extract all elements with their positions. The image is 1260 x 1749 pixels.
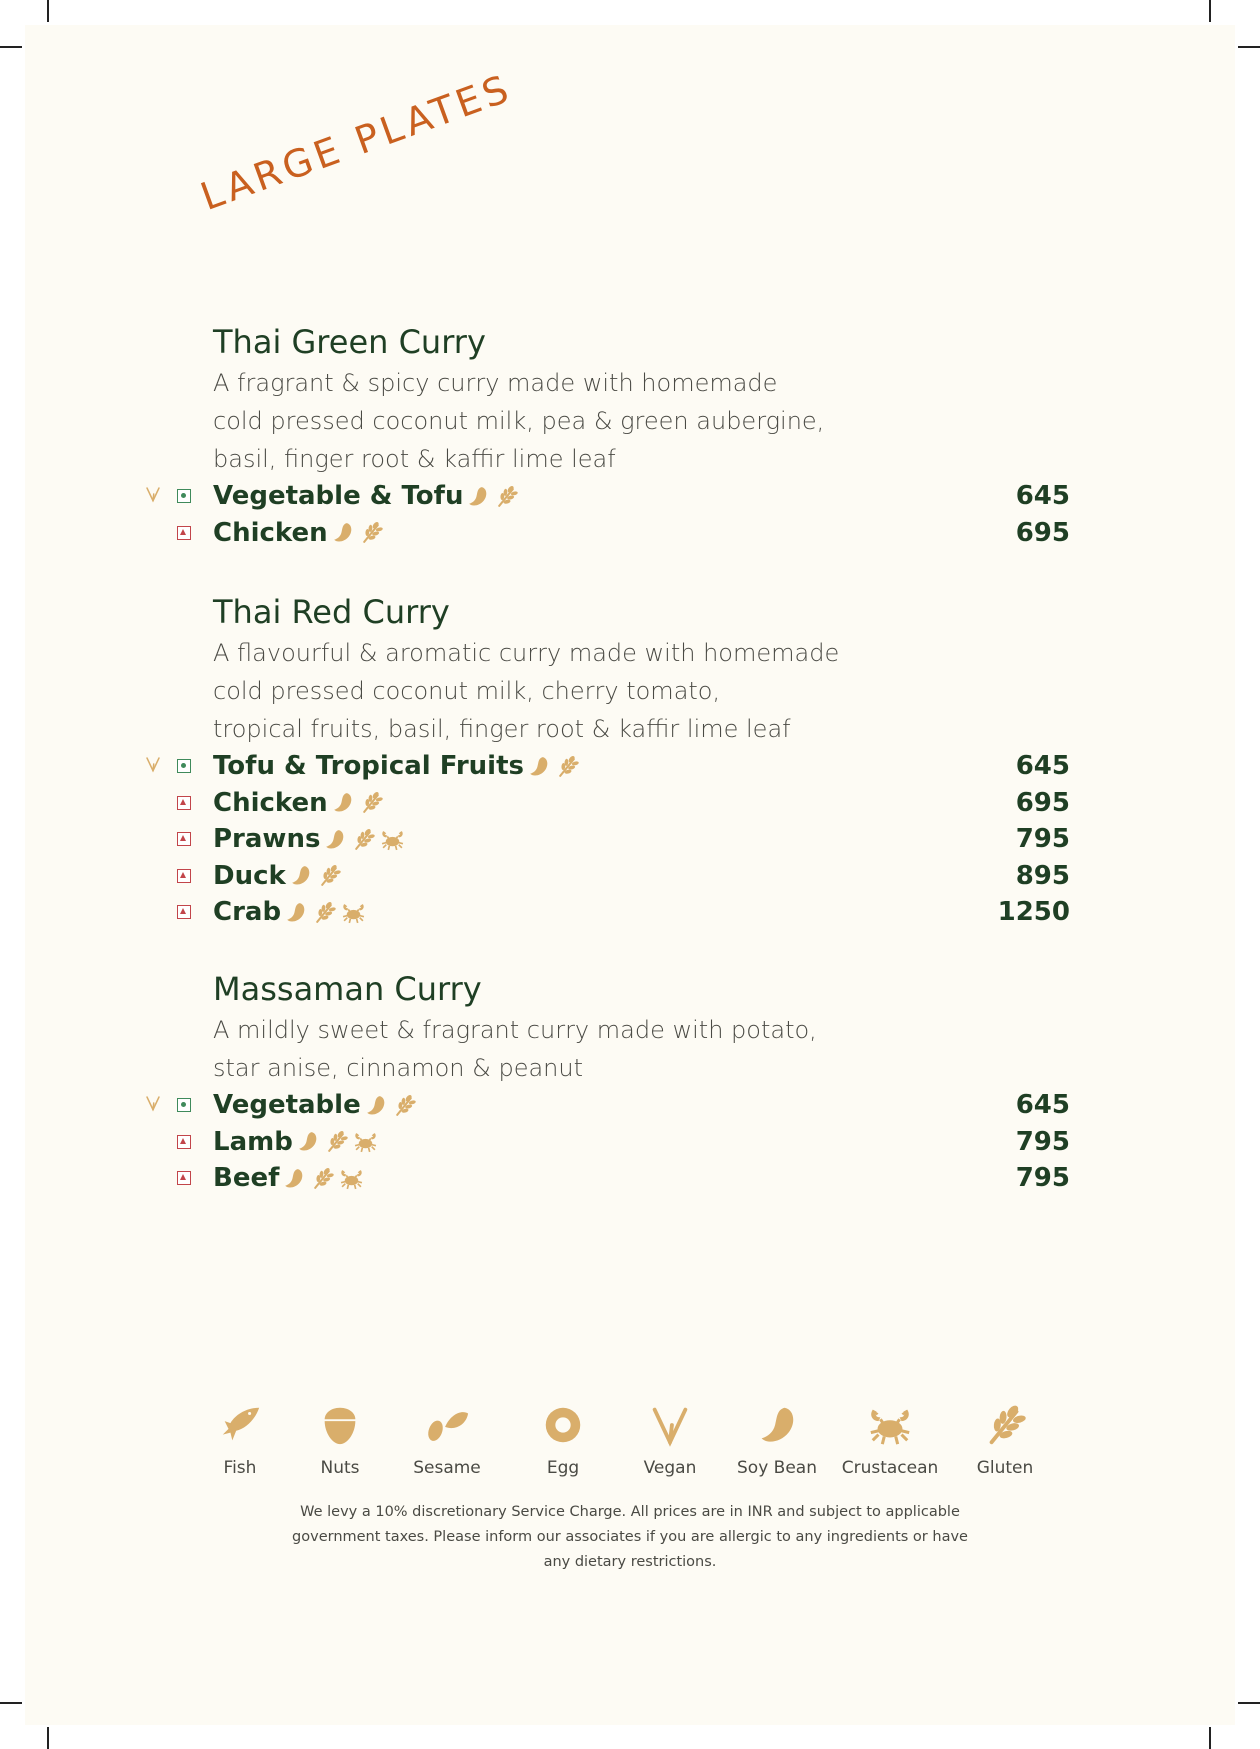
soy-bean-icon: [526, 754, 551, 779]
curry-name: Thai Red Curry: [213, 593, 450, 631]
gluten-icon: [555, 754, 580, 779]
item-price: 795: [1015, 1126, 1070, 1157]
item-list: [140, 748, 1080, 931]
soy-bean-icon: [465, 484, 490, 509]
crop-mark: [1238, 1702, 1260, 1704]
vegan-icon: [144, 485, 162, 507]
curry-section: [140, 590, 1080, 931]
allergen-icons: [363, 1093, 417, 1118]
item-name-row: [213, 894, 366, 930]
curry-section: [140, 320, 1080, 551]
footer-line: any dietary restrictions.: [543, 1554, 717, 1570]
allergen-icons: [330, 790, 384, 815]
gluten-icon: [359, 520, 384, 545]
soy-bean-icon: [322, 827, 347, 852]
menu-item: [140, 894, 1080, 931]
description-line: star anise, cinnamon & peanut: [213, 1054, 584, 1082]
item-price: 895: [1015, 860, 1070, 891]
description-line: tropical fruits, basil, finger root & kaffir lime leaf: [213, 715, 791, 743]
crustacean-icon: [867, 1402, 913, 1448]
legend-item: [727, 1402, 827, 1478]
soy-bean-icon: [330, 520, 355, 545]
item-list: [140, 478, 1080, 551]
crop-mark: [1209, 1727, 1211, 1749]
legend-label: Vegan: [643, 1458, 697, 1478]
menu-item: [140, 785, 1080, 822]
legend-item: [840, 1402, 940, 1478]
legend-item: [620, 1402, 720, 1478]
item-name: Vegetable: [213, 1090, 361, 1120]
gluten-icon: [351, 827, 376, 852]
curry-description: [213, 634, 1080, 748]
crustacean-icon: [341, 900, 366, 925]
soy-bean-icon: [295, 1129, 320, 1154]
legend-item: [513, 1402, 613, 1478]
crop-mark: [0, 1702, 22, 1704]
veg-indicator-icon: [177, 489, 191, 503]
item-name-row: [213, 785, 384, 821]
egg-icon: [540, 1402, 586, 1448]
item-name-row: [213, 1087, 417, 1123]
crustacean-icon: [380, 827, 405, 852]
menu-item: [140, 821, 1080, 858]
non-veg-indicator-icon: [177, 1135, 191, 1149]
veg-indicator-icon: [177, 759, 191, 773]
gluten-icon: [317, 863, 342, 888]
soy-bean-icon: [288, 863, 313, 888]
soy-bean-icon: [283, 900, 308, 925]
menu-item: [140, 748, 1080, 785]
section-title: LARGE PLATES: [194, 65, 518, 219]
menu-item: [140, 1087, 1080, 1124]
item-list: [140, 1087, 1080, 1197]
allergen-icons: [281, 1166, 364, 1191]
item-name: Vegetable & Tofu: [213, 481, 464, 511]
gluten-icon: [310, 1166, 335, 1191]
item-name-row: [213, 858, 342, 894]
description-line: basil, finger root & kaffir lime leaf: [213, 445, 616, 473]
legend-label: Gluten: [976, 1458, 1034, 1478]
item-price: 645: [1015, 1090, 1070, 1120]
legend-item: [397, 1402, 497, 1478]
gluten-icon: [494, 484, 519, 509]
description-line: A fragrant & spicy curry made with homemade: [213, 369, 778, 397]
item-price: 795: [1015, 824, 1070, 854]
crop-mark: [47, 1727, 49, 1749]
menu-item: [140, 1124, 1080, 1161]
crop-mark: [1209, 0, 1211, 22]
fish-icon: [217, 1402, 263, 1448]
curry-description: [213, 364, 1080, 478]
curry-description: [213, 1011, 1080, 1087]
veg-indicator-icon: [177, 1098, 191, 1112]
item-name-row: [213, 1124, 378, 1160]
allergen-icons: [526, 754, 580, 779]
description-line: cold pressed coconut milk, pea & green aubergine,: [213, 407, 825, 435]
non-veg-indicator-icon: [177, 832, 191, 846]
crop-mark: [0, 46, 22, 48]
item-name-row: [213, 821, 405, 857]
item-name: Crab: [213, 897, 282, 927]
menu-item: [140, 1160, 1080, 1197]
description-line: A flavourful & aromatic curry made with homemade: [213, 639, 840, 667]
footer-note: [280, 1500, 980, 1575]
soy-bean-icon: [754, 1402, 800, 1448]
item-price: 695: [1015, 517, 1070, 548]
description-line: cold pressed coconut milk, cherry tomato,: [213, 677, 721, 705]
nuts-icon: [317, 1402, 363, 1448]
item-name: Duck: [213, 860, 286, 891]
crop-mark: [47, 0, 49, 22]
vegan-icon: [144, 755, 162, 777]
legend-label: Sesame: [413, 1458, 481, 1478]
non-veg-indicator-icon: [177, 905, 191, 919]
non-veg-indicator-icon: [177, 1171, 191, 1185]
item-price: 695: [1015, 787, 1070, 818]
soy-bean-icon: [281, 1166, 306, 1191]
item-name: Prawns: [213, 824, 321, 854]
sesame-icon: [424, 1402, 470, 1448]
item-name: Tofu & Tropical Fruits: [213, 751, 524, 781]
crustacean-icon: [339, 1166, 364, 1191]
allergen-icons: [295, 1129, 378, 1154]
legend-label: Fish: [223, 1458, 257, 1478]
vegan-icon: [144, 755, 162, 773]
item-name-row: [213, 478, 519, 514]
allergen-icons: [330, 520, 384, 545]
legend-item: [290, 1402, 390, 1478]
item-name-row: [213, 748, 580, 784]
vegan-icon: [647, 1402, 693, 1448]
legend-label: Nuts: [320, 1458, 360, 1478]
non-veg-indicator-icon: [177, 869, 191, 883]
vegan-icon: [144, 485, 162, 503]
vegan-icon: [144, 1094, 162, 1116]
gluten-icon: [982, 1402, 1028, 1448]
item-name-row: [213, 515, 384, 551]
item-price: 795: [1015, 1163, 1070, 1193]
crop-mark: [1238, 46, 1260, 48]
item-name: Chicken: [213, 517, 328, 548]
curry-name: Massaman Curry: [213, 970, 482, 1008]
item-name: Lamb: [213, 1126, 293, 1157]
description-line: A mildly sweet & fragrant curry made with potato,: [213, 1016, 817, 1044]
allergen-icons: [322, 827, 405, 852]
footer-line: We levy a 10% discretionary Service Charge. All prices are in INR and subject to applicable: [300, 1504, 960, 1520]
non-veg-indicator-icon: [177, 796, 191, 810]
gluten-icon: [392, 1093, 417, 1118]
menu-item: [140, 515, 1080, 552]
allergen-icons: [283, 900, 366, 925]
crustacean-icon: [353, 1129, 378, 1154]
soy-bean-icon: [363, 1093, 388, 1118]
menu-item: [140, 478, 1080, 515]
vegan-icon: [144, 1094, 162, 1112]
allergen-icons: [288, 863, 342, 888]
legend-label: Egg: [546, 1458, 580, 1478]
gluten-icon: [312, 900, 337, 925]
legend-label: Crustacean: [841, 1458, 939, 1478]
curry-section: [140, 967, 1080, 1197]
item-price: 1250: [997, 897, 1070, 927]
allergen-icons: [465, 484, 519, 509]
footer-line: government taxes. Please inform our associates if you are allergic to any ingredients or have: [292, 1529, 968, 1545]
soy-bean-icon: [330, 790, 355, 815]
gluten-icon: [359, 790, 384, 815]
item-price: 645: [1015, 481, 1070, 511]
item-name-row: [213, 1160, 364, 1196]
legend-item: [190, 1402, 290, 1478]
legend-label: Soy Bean: [737, 1458, 817, 1478]
gluten-icon: [324, 1129, 349, 1154]
menu-item: [140, 858, 1080, 895]
item-name: Beef: [213, 1163, 280, 1193]
item-price: 645: [1015, 751, 1070, 781]
item-name: Chicken: [213, 787, 328, 818]
curry-name: Thai Green Curry: [213, 323, 486, 361]
legend-item: [955, 1402, 1055, 1478]
non-veg-indicator-icon: [177, 526, 191, 540]
